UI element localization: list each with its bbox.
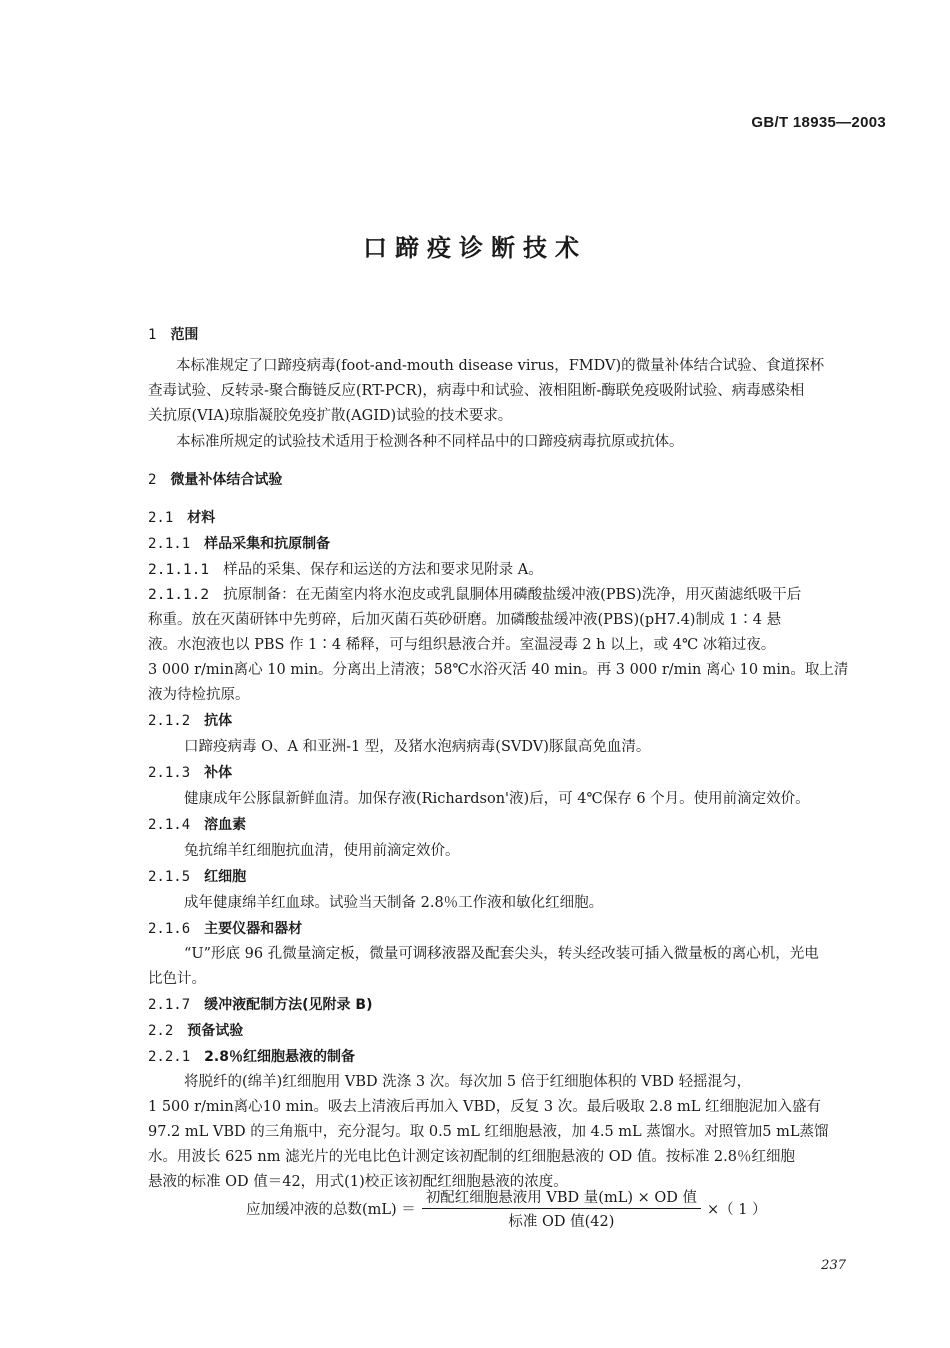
section-heading-2-1-7: 2.1.7 缓冲液配制方法(见附录 B) (148, 997, 373, 1013)
formula-numerator: 初配红细胞悬液用 VBD 量(mL) × OD 值 (422, 1186, 701, 1209)
clause-2-1-2-text: 口蹄疫病毒 O、A 和亚洲-1 型，及猪水泡病病毒(SVDV)豚鼠高免血清。 (184, 739, 651, 755)
section-heading-2-1-6: 2.1.6 主要仪器和器材 (148, 921, 303, 937)
clause-2-2-1-text: 将脱纤的(绵羊)红细胞用 VBD 洗涤 3 次。每次加 5 倍于红细胞体积的 VBD 轻摇混匀， 1 500 r/min离心10 min。吸去上清液后再加入 VBD，反复 3 次。最后吸取 2.8 mL 红细胞泥加入盛有 97.2 mL VBD 的三角瓶中，充分混匀。取 0.5 mL 红细胞悬液，加 4.5 mL 蒸馏水。对照管加5 mL蒸馏 水。用波长 625 nm 滤光片的光电比色计测定该初配制的红细胞悬液的 OD 值。按标准 2.8％红细胞 悬液的标准 OD 值＝42，用式(1)校正该初配红细胞悬液的浓度。 (148, 1074, 829, 1190)
formula-denominator: 标准 OD 值(42) (508, 1214, 615, 1230)
section-heading-2-1-4: 2.1.4 溶血素 (148, 817, 247, 833)
section-heading-2-1: 2.1 材料 (148, 510, 216, 526)
clause-2-1-4-text: 兔抗绵羊红细胞抗血清，使用前滴定效价。 (184, 843, 460, 859)
formula-number: ×（ 1 ） (706, 1202, 767, 1218)
standard-code: GB/T 18935—2003 (751, 114, 886, 131)
section-heading-2: 2 微量补体结合试验 (148, 472, 283, 488)
document-title: 口蹄疫诊断技术 (363, 234, 587, 262)
section-1-paragraph-2: 本标准所规定的试验技术适用于检测各种不同样品中的口蹄疫病毒抗原或抗体。 (176, 434, 684, 450)
section-heading-1: 1 范围 (148, 327, 199, 343)
formula-1 (246, 1186, 767, 1231)
document-body (148, 322, 890, 1195)
section-1-paragraph-1: 本标准规定了口蹄疫病毒(foot-and-mouth disease virus，FMDV)的微量补体结合试验、食道探杯 查毒试验、反转录-聚合酶链反应(RT-PCR)，病毒中和试验、液相阻断-酶联免疫吸附试验、病毒感染相 关抗原(VIA)琼脂凝胶免疫扩散(AGID)试验的技术要求。 (148, 358, 825, 424)
clause-2-1-6-text: “U”形底 96 孔微量滴定板，微量可调移液器及配套尖头，转头经改装可插入微量板的离心机，光电 比色计。 (148, 946, 819, 987)
clause-2-1-1-2: 2.1.1.2 抗原制备：在无菌室内将水泡皮或乳鼠胴体用磷酸盐缓冲液(PBS)洗净，用灭菌滤纸吸干后 称重。放在灭菌研钵中先剪碎，后加灭菌石英砂研磨。加磷酸盐缓冲液(PBS)(pH7.4)制成 1∶4 悬 液。水泡液也以 PBS 作 1∶4 稀释，可与组织悬液合并。室温浸毒 2 h 以上，或 4℃ 冰箱过夜。 3 000 r/min离心 10 min。分离出上清液；58℃水浴灭活 40 min。再 3 000 r/min 离心 10 min。取上清 液为待检抗原。 (148, 587, 849, 703)
section-heading-2-1-5: 2.1.5 红细胞 (148, 869, 247, 885)
section-heading-2-2: 2.2 预备试验 (148, 1023, 244, 1039)
formula-fraction (422, 1186, 701, 1231)
clause-2-1-5-text: 成年健康绵羊红血球。试验当天制备 2.8％工作液和敏化红细胞。 (184, 895, 604, 911)
section-heading-2-1-3: 2.1.3 补体 (148, 765, 233, 781)
section-heading-2-2-1: 2.2.1 2.8％红细胞悬液的制备 (148, 1049, 355, 1065)
clause-2-1-1-1: 2.1.1.1 样品的采集、保存和运送的方法和要求见附录 A。 (148, 562, 543, 578)
section-heading-2-1-1: 2.1.1 样品采集和抗原制备 (148, 536, 331, 552)
formula-lhs: 应加缓冲液的总数(mL) ＝ (246, 1202, 416, 1218)
clause-2-1-3-text: 健康成年公豚鼠新鲜血清。加保存液(Richardson'液)后，可 4℃保存 6 个月。使用前滴定效价。 (184, 791, 810, 807)
section-heading-2-1-2: 2.1.2 抗体 (148, 713, 233, 729)
page-number: 237 (821, 1258, 846, 1273)
